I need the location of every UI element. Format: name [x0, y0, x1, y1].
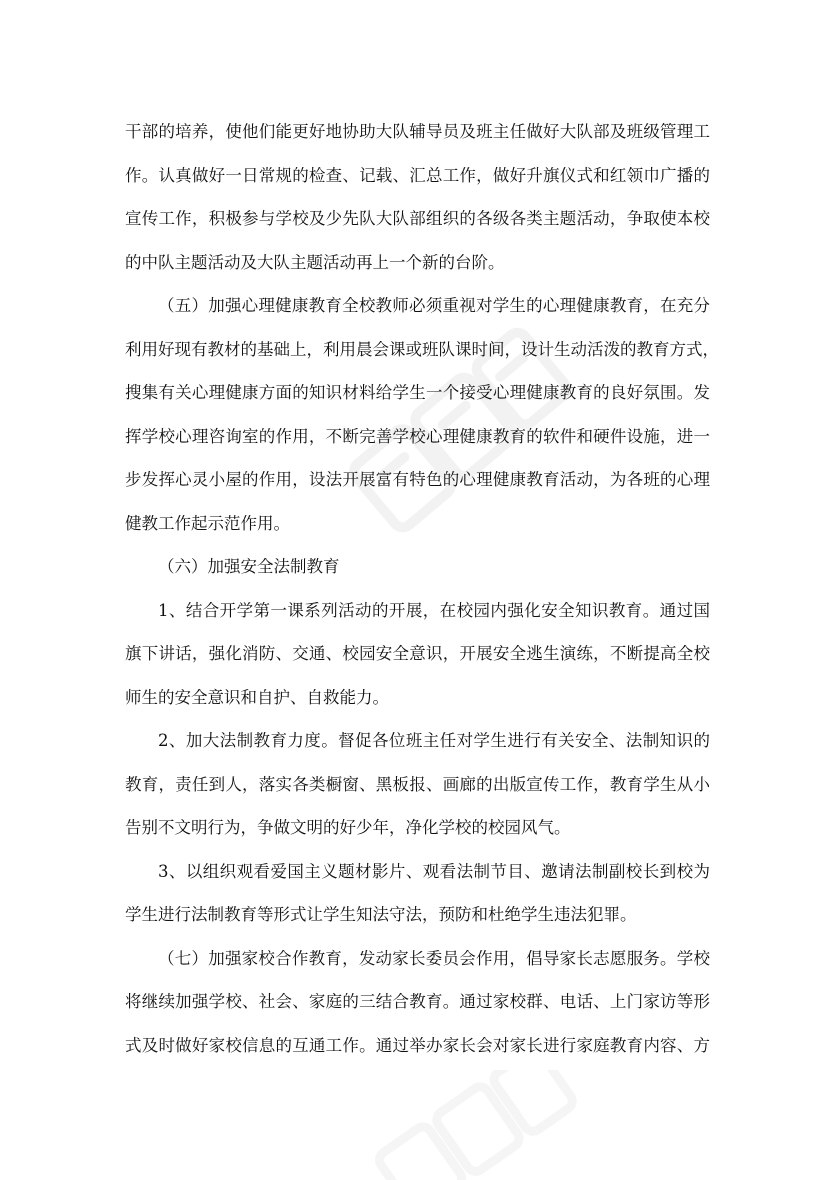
text-line: 学生进行法制教育等形式让学生知法守法，预防和杜绝学生违法犯罪。: [125, 905, 637, 924]
document-body: [125, 110, 719, 1067]
text-line: （五）加强心理健康教育全校教师必须重视对学生的心理健康教育，在充分: [158, 296, 710, 315]
text-line: 作。认真做好一日常规的检查、记载、汇总工作，做好升旗仪式和红领巾广播的: [125, 165, 710, 185]
text-line: 的中队主题活动及大队主题活动再上一个新的台阶。: [125, 252, 505, 272]
text-line: 利用好现有教材的基础上，利用晨会课或班队课时间，设计生动活泼的教育方式，: [125, 339, 719, 359]
text-line: 挥学校心理咨询室的作用，不断完善学校心理健康教育的软件和硬件设施，进一: [125, 426, 710, 446]
text-line: 健教工作起示范作用。: [125, 513, 290, 533]
text-line: 2、加大法制教育力度。督促各位班主任对学生进行有关安全、法制知识的: [158, 731, 710, 750]
text-line: 宣传工作，积极参与学校及少先队大队部组织的各级各类主题活动，争取使本校: [125, 209, 710, 228]
text-line: 步发挥心灵小屋的作用，设法开展富有特色的心理健康教育活动，为各班的心理: [125, 470, 710, 489]
text-line: 3、以组织观看爱国主义题材影片、观看法制节目、邀请法制副校长到校为: [158, 861, 710, 881]
text-line: 搜集有关心理健康方面的知识材料给学生一个接受心理健康教育的良好氛围。发: [125, 383, 710, 402]
text-line: 将继续加强学校、社会、家庭的三结合教育。通过家校群、电话、上门家访等形: [125, 992, 710, 1011]
text-line: 师生的安全意识和自护、自救能力。: [125, 687, 389, 707]
text-line: 式及时做好家校信息的互通工作。通过举办家长会对家长进行家庭教育内容、方: [125, 1035, 710, 1055]
text-line: 干部的培养，使他们能更好地协助大队辅导员及班主任做好大队部及班级管理工: [125, 122, 710, 141]
text-line: （七）加强家校合作教育，发动家长委员会作用，倡导家长志愿服务。学校: [158, 948, 710, 968]
section-heading: （六）加强安全法制教育: [158, 557, 340, 576]
text-line: 旗下讲话，强化消防、交通、校园安全意识，开展安全逃生演练，不断提高全校: [125, 644, 710, 663]
text-line: 1、结合开学第一课系列活动的开展，在校园内强化安全知识教育。通过国: [158, 600, 710, 620]
text-line: 教育，责任到人，落实各类橱窗、黑板报、画廊的出版宣传工作，教育学生从小: [125, 774, 710, 794]
text-line: 告别不文明行为，争做文明的好少年，净化学校的校园风气。: [125, 818, 571, 837]
watermark-logo-bottom: [360, 1070, 590, 1180]
